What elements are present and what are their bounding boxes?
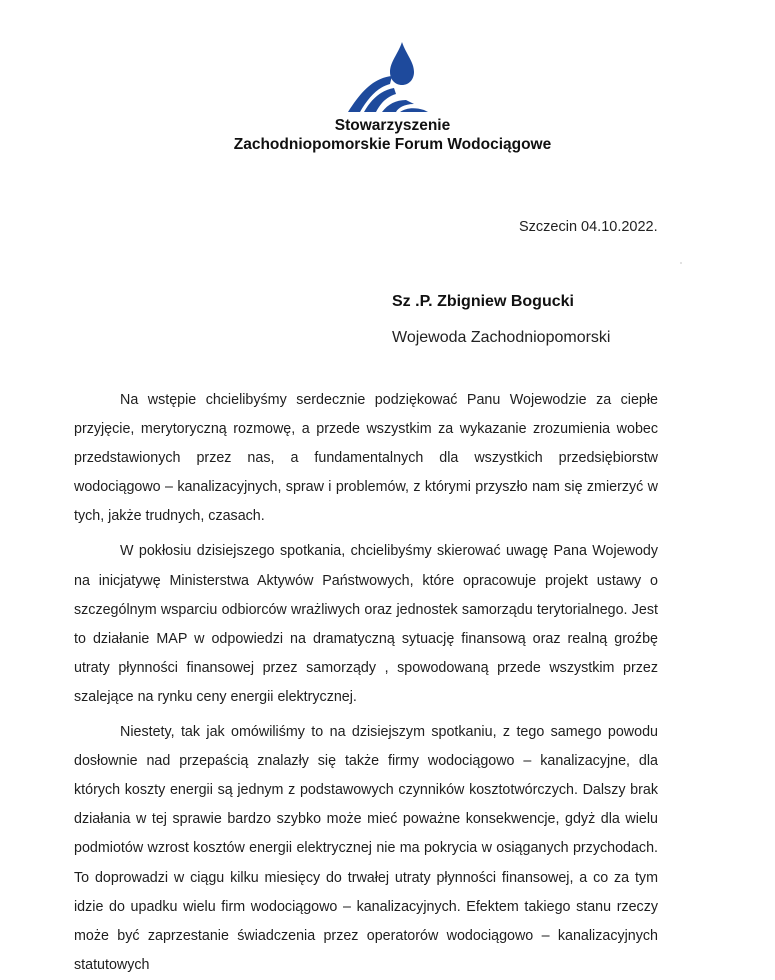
body-paragraph-3: Niestety, tak jak omówiliśmy to na dzisiejszym spotkaniu, z tego samego powodu dosłownie nad przepaścią znalazły się także firmy wodociągowo – kanalizacyjne, dla których koszty energii są jednym z podstawowych czynników kosztotwórczych. Dalszy brak działania w tej sprawie bardzo szybko może mieć poważne konsekwencje, gdyż dla wielu podmiotów wzrost kosztów energii elektrycznej nie ma pokrycia w osiąganych przychodach. To doprowadzi w ciągu kilku miesięcy do trwałej utraty płynności finansowej, a co za tym idzie do upadku wielu firm wodociągowo – kanalizacyjnych. Efektem takiego stanu rzeczy może być zaprzestanie świadczenia przez operatorów wodociągowo – kanalizacyjnych statutowych bbox=[74, 724, 658, 973]
recipient-name: Sz .P. Zbigniew Bogucki bbox=[392, 293, 574, 310]
body-paragraph-1: Na wstępie chcielibyśmy serdecznie podziękować Panu Wojewodzie za ciepłe przyjęcie, merytoryczną rozmowę, a przede wszystkim za wykazanie zrozumienia wobec przedstawionych przez nas, a fundamentalnych dla wszystkich przedsiębiorstw wodociągowo – kanalizacyjnych, spraw i problemów, z którymi przyszło nam się zmierzyć w tych, jakże trudnych, czasach. bbox=[74, 392, 658, 525]
org-name-line2: Zachodniopomorskie Forum Wodociągowe bbox=[233, 136, 552, 153]
org-name-line1: Stowarzyszenie bbox=[334, 117, 451, 134]
body-paragraph-2: W pokłosiu dzisiejszego spotkania, chcielibyśmy skierować uwagę Pana Wojewody na inicjatywę Ministerstwa Aktywów Państwowych, które opracowuje projekt ustawy o szczególnym wsparciu odbiorców wrażliwych oraz jednostek samorządu terytorialnego. Jest to działanie MAP w odpowiedzi na dramatyczną sytuację finansową oraz realną groźbę utraty płynności finansowej przez samorządy , spowodowaną przede wszystkim przez szalejące na rynku ceny energii elektrycznej. bbox=[74, 543, 658, 705]
scan-speck bbox=[680, 262, 682, 264]
letter-body bbox=[74, 386, 658, 980]
recipient-title: Wojewoda Zachodniopomorski bbox=[392, 329, 611, 346]
letter-date: Szczecin 04.10.2022. bbox=[519, 219, 658, 235]
water-drop-road-logo-icon bbox=[340, 40, 440, 118]
